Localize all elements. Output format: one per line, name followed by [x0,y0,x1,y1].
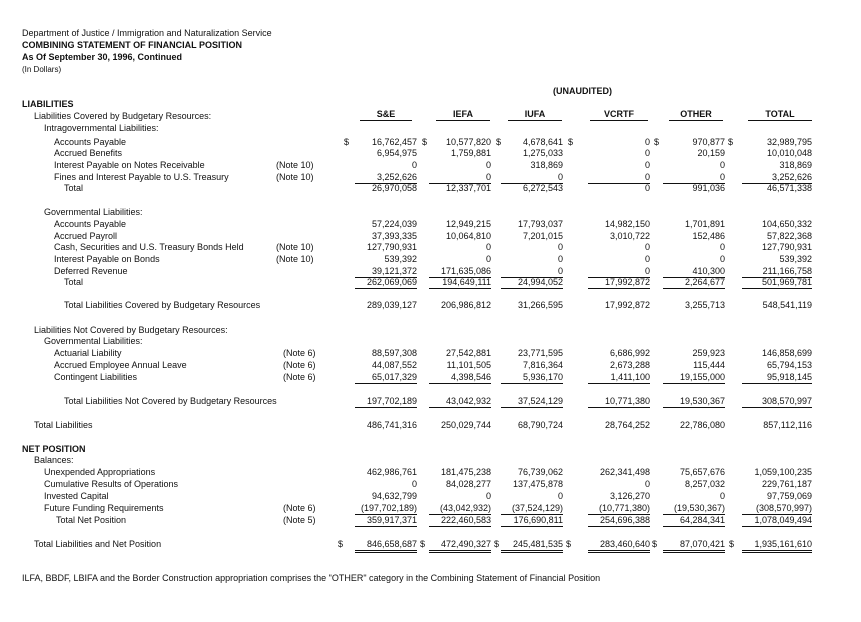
cell-unexpended-3: 262,341,498 [599,467,650,477]
cell-gov-total-5: 501,969,781 [742,277,812,289]
cell-cumulative-1: 84,028,277 [445,479,491,489]
cell-fines-interest-0: 3,252,626 [355,172,417,184]
cell-ig-total-5: 46,571,338 [766,183,812,193]
cell-contingent-0: 65,017,329 [355,372,417,384]
agency-title: Department of Justice / Immigration and Naturalization Service [22,28,272,38]
cell-accrued-leave-1: 11,101,505 [446,360,491,370]
cell-total-not-covered-4: 19,530,367 [663,396,725,408]
liabilities-heading: LIABILITIES [22,99,74,109]
cell-total-not-covered-3: 10,771,380 [588,396,650,408]
intragov-heading: Intragovernmental Liabilities: [44,123,159,133]
cell-deferred-revenue-0: 39,121,372 [355,266,417,278]
row-label-interest-payable-notes: Interest Payable on Notes Receivable [54,160,205,170]
cell-accrued-leave-4: 115,444 [693,360,725,370]
cell-total-liab-net-5: 1,935,161,610 [742,539,812,553]
cell-invested-0: 94,632,799 [371,491,417,501]
cell-future-funding-2: (37,524,129) [501,503,563,515]
cell-cash-securities-2: 0 [557,242,563,252]
cell-unexpended-5: 1,059,100,235 [754,467,812,477]
row-note-total-net-position: (Note 5) [283,515,316,525]
cell-accrued-leave-0: 44,087,552 [371,360,417,370]
cell-total-net-position-5: 1,078,049,494 [742,515,812,527]
cell-accrued-benefits-2: 1,275,033 [522,148,563,158]
cell-ig-total-2: 6,272,543 [522,183,563,193]
row-label-cash-securities: Cash, Securities and U.S. Treasury Bonds Held [54,242,244,252]
column-header-other: OTHER [669,109,723,121]
cell-total-liab-net-1: 472,490,327 [429,539,491,553]
cell-accrued-benefits-3: 0 [644,148,650,158]
cell-contingent-1: 4,398,546 [429,372,491,384]
statement-title: COMBINING STATEMENT OF FINANCIAL POSITION [22,40,242,50]
row-label-invested: Invested Capital [44,491,109,501]
cell-accounts-payable-ig-3: 0 [644,137,650,147]
cell-total-covered-4: 3,255,713 [684,300,725,310]
cell-accrued-leave-3: 2,673,288 [609,360,650,370]
dollar-sign: $ [652,539,658,549]
cell-total-not-covered-0: 197,702,189 [355,396,417,408]
cell-cumulative-3: 0 [644,479,650,489]
row-note-cash-securities: (Note 10) [276,242,314,252]
cell-total-net-position-0: 359,917,371 [355,515,417,527]
row-label-total-liab-net: Total Liabilities and Net Position [34,539,162,549]
cell-gov-total-3: 17,992,872 [588,277,650,289]
row-label-contingent: Contingent Liabilities [54,372,138,382]
cell-actuarial-3: 6,686,992 [609,348,650,358]
cell-total-liabilities-3: 28,764,252 [604,420,650,430]
cell-interest-bonds-3: 0 [644,254,650,264]
dollar-sign: $ [422,137,428,147]
cell-ig-total-3: 0 [644,183,650,193]
cell-gov-total-1: 194,649,111 [429,277,491,289]
unaudited-label: (UNAUDITED) [553,86,612,96]
row-note-fines-interest: (Note 10) [276,172,314,182]
cell-accrued-payroll-3: 3,010,722 [609,231,650,241]
cell-gov-total-2: 24,994,052 [501,277,563,289]
cell-total-covered-3: 17,992,872 [604,300,650,310]
cell-total-net-position-1: 222,460,583 [429,515,491,527]
cell-accounts-payable-ig-4: 970,877 [692,137,725,147]
cell-interest-bonds-2: 0 [557,254,563,264]
column-header-iufa: IUFA [508,109,562,121]
cell-invested-5: 97,759,069 [766,491,812,501]
cell-future-funding-4: (19,530,367) [663,503,725,515]
cell-accounts-payable-gov-5: 104,650,332 [761,219,812,229]
cell-deferred-revenue-4: 410,300 [663,266,725,278]
cell-total-net-position-4: 64,284,341 [663,515,725,527]
cell-unexpended-1: 181,475,238 [440,467,491,477]
row-label-gov-total: Total [64,277,84,287]
row-label-accrued-leave: Accrued Employee Annual Leave [54,360,187,370]
cell-gov-total-0: 262,069,069 [355,277,417,289]
cell-total-covered-1: 206,986,812 [440,300,491,310]
row-note-interest-bonds: (Note 10) [276,254,314,264]
cell-actuarial-0: 88,597,308 [371,348,417,358]
row-label-accrued-benefits: Accrued Benefits [54,148,123,158]
cell-total-net-position-2: 176,690,811 [501,515,563,527]
row-note-interest-payable-notes: (Note 10) [276,160,314,170]
cell-cash-securities-5: 127,790,931 [761,242,812,252]
cell-interest-bonds-0: 539,392 [384,254,417,264]
dollar-sign: $ [566,539,572,549]
cell-future-funding-5: (308,570,997) [742,503,812,515]
cell-cumulative-2: 137,475,878 [512,479,563,489]
dollar-sign: $ [496,137,502,147]
cell-cumulative-4: 8,257,032 [684,479,725,489]
cell-total-not-covered-1: 43,042,932 [429,396,491,408]
cell-interest-bonds-4: 0 [719,254,725,264]
covered-heading: Liabilities Covered by Budgetary Resources: [34,111,212,121]
cell-accounts-payable-gov-3: 14,982,150 [604,219,650,229]
cell-accrued-benefits-4: 20,159 [697,148,725,158]
cell-future-funding-1: (43,042,932) [429,503,491,515]
cell-accrued-payroll-4: 152,486 [692,231,725,241]
cell-future-funding-0: (197,702,189) [355,503,417,515]
row-label-ig-total: Total [64,183,84,193]
cell-interest-bonds-5: 539,392 [779,254,812,264]
cell-cash-securities-0: 127,790,931 [366,242,417,252]
cell-actuarial-1: 27,542,881 [445,348,491,358]
cell-deferred-revenue-1: 171,635,086 [429,266,491,278]
cell-accrued-payroll-2: 7,201,015 [522,231,563,241]
cell-deferred-revenue-5: 211,166,758 [742,266,812,278]
row-label-cumulative: Cumulative Results of Operations [44,479,179,489]
row-note-actuarial: (Note 6) [283,348,316,358]
cell-total-liabilities-1: 250,029,744 [440,420,491,430]
cell-unexpended-2: 76,739,062 [517,467,563,477]
cell-unexpended-4: 75,657,676 [679,467,725,477]
balances-heading: Balances: [34,455,74,465]
row-label-actuarial: Actuarial Liability [54,348,122,358]
net-position-heading: NET POSITION [22,444,86,454]
row-label-total-not-covered: Total Liabilities Not Covered by Budgetary Resources [64,396,277,406]
row-note-accrued-leave: (Note 6) [283,360,316,370]
cell-total-not-covered-5: 308,570,997 [742,396,812,408]
cell-total-not-covered-2: 37,524,129 [501,396,563,408]
column-header-total: TOTAL [748,109,812,121]
dollar-sign: $ [344,137,350,147]
cell-accounts-payable-ig-0: 16,762,457 [371,137,417,147]
dollar-sign: $ [338,539,344,549]
cell-total-liab-net-2: 245,481,535 [501,539,563,553]
cell-interest-payable-notes-2: 318,869 [530,160,563,170]
statement-date: As Of September 30, 1996, Continued [22,52,183,62]
cell-invested-1: 0 [485,491,491,501]
row-label-total-net-position: Total Net Position [56,515,127,525]
not-covered-heading: Liabilities Not Covered by Budgetary Resources: [34,325,228,335]
dollar-sign: $ [729,539,735,549]
cell-deferred-revenue-3: 0 [588,266,650,278]
cell-invested-3: 3,126,270 [609,491,650,501]
column-header-iefa: IEFA [436,109,490,121]
row-label-accounts-payable-gov: Accounts Payable [54,219,127,229]
cell-accrued-benefits-0: 6,954,975 [376,148,417,158]
cell-accounts-payable-ig-2: 4,678,641 [522,137,563,147]
cell-invested-4: 0 [719,491,725,501]
cell-accrued-leave-5: 65,794,153 [766,360,812,370]
cell-cash-securities-3: 0 [644,242,650,252]
row-note-future-funding: (Note 6) [283,503,316,513]
column-header-vcrtf: VCRTF [590,109,648,121]
row-label-fines-interest: Fines and Interest Payable to U.S. Treasury [54,172,229,182]
cell-accounts-payable-ig-1: 10,577,820 [445,137,491,147]
cell-total-liab-net-4: 87,070,421 [663,539,725,553]
cell-contingent-2: 5,936,170 [501,372,563,384]
cell-fines-interest-4: 0 [663,172,725,184]
cell-total-covered-5: 548,541,119 [762,300,812,310]
cell-actuarial-5: 146,858,699 [761,348,812,358]
cell-accounts-payable-ig-5: 32,989,795 [766,137,812,147]
cell-total-net-position-3: 254,696,388 [588,515,650,527]
cell-contingent-4: 19,155,000 [663,372,725,384]
cell-accrued-payroll-5: 57,822,368 [766,231,812,241]
cell-accrued-payroll-0: 37,393,335 [371,231,417,241]
cell-cash-securities-4: 0 [719,242,725,252]
cell-total-covered-2: 31,266,595 [517,300,563,310]
cell-fines-interest-3: 0 [588,172,650,184]
cell-fines-interest-5: 3,252,626 [742,172,812,184]
cell-accrued-benefits-1: 1,759,881 [450,148,491,158]
cell-accounts-payable-gov-2: 17,793,037 [517,219,563,229]
cell-future-funding-3: (10,771,380) [588,503,650,515]
cell-accrued-benefits-5: 10,010,048 [766,148,812,158]
row-label-unexpended: Unexpended Appropriations [44,467,156,477]
cell-ig-total-1: 12,337,701 [445,183,491,193]
cell-ig-total-4: 991,036 [692,183,725,193]
cell-fines-interest-2: 0 [501,172,563,184]
cell-gov-total-4: 2,264,677 [663,277,725,289]
row-label-accrued-payroll: Accrued Payroll [54,231,118,241]
cell-accounts-payable-gov-0: 57,224,039 [371,219,417,229]
cell-ig-total-0: 26,970,058 [371,183,417,193]
cell-total-liab-net-0: 846,658,687 [355,539,417,553]
cell-interest-payable-notes-5: 318,869 [779,160,812,170]
cell-interest-payable-notes-3: 0 [644,160,650,170]
column-header-se: S&E [360,109,412,121]
cell-fines-interest-1: 0 [429,172,491,184]
cell-total-liabilities-2: 68,790,724 [517,420,563,430]
cell-accounts-payable-gov-1: 12,949,215 [445,219,491,229]
cell-contingent-5: 95,918,145 [742,372,812,384]
cell-interest-payable-notes-4: 0 [719,160,725,170]
cell-cumulative-0: 0 [411,479,417,489]
cell-total-liabilities-5: 857,112,116 [763,420,812,430]
row-label-interest-bonds: Interest Payable on Bonds [54,254,160,264]
cell-contingent-3: 1,411,100 [588,372,650,384]
gov2-heading: Governmental Liabilities: [44,336,143,346]
row-note-contingent: (Note 6) [283,372,316,382]
dollar-sign: $ [568,137,574,147]
cell-cumulative-5: 229,761,187 [761,479,812,489]
cell-total-liab-net-3: 283,460,640 [588,539,650,553]
cell-total-covered-0: 289,039,127 [366,300,417,310]
cell-deferred-revenue-2: 0 [501,266,563,278]
row-label-accounts-payable-ig: Accounts Payable [54,137,127,147]
row-label-total-covered: Total Liabilities Covered by Budgetary Resources [64,300,261,310]
cell-unexpended-0: 462,986,761 [366,467,417,477]
dollar-sign: $ [420,539,426,549]
cell-cash-securities-1: 0 [485,242,491,252]
cell-accrued-payroll-1: 10,064,810 [445,231,491,241]
row-label-deferred-revenue: Deferred Revenue [54,266,128,276]
cell-accrued-leave-2: 7,816,364 [522,360,563,370]
cell-total-liabilities-0: 486,741,316 [366,420,417,430]
cell-actuarial-4: 259,923 [692,348,725,358]
row-label-total-liabilities: Total Liabilities [34,420,93,430]
cell-interest-payable-notes-0: 0 [411,160,417,170]
dollar-sign: $ [654,137,660,147]
cell-interest-payable-notes-1: 0 [485,160,491,170]
cell-total-liabilities-4: 22,786,080 [679,420,725,430]
dollar-sign: $ [494,539,500,549]
dollar-sign: $ [728,137,734,147]
row-label-future-funding: Future Funding Requirements [44,503,164,513]
units-note: (In Dollars) [22,65,62,74]
cell-interest-bonds-1: 0 [485,254,491,264]
cell-actuarial-2: 23,771,595 [517,348,563,358]
cell-invested-2: 0 [557,491,563,501]
footnote: ILFA, BBDF, LBIFA and the Border Construction appropriation comprises the "OTHER" category in the Combining Statement of Financial Position [22,573,601,583]
gov-heading: Governmental Liabilities: [44,207,143,217]
cell-accounts-payable-gov-4: 1,701,891 [684,219,725,229]
